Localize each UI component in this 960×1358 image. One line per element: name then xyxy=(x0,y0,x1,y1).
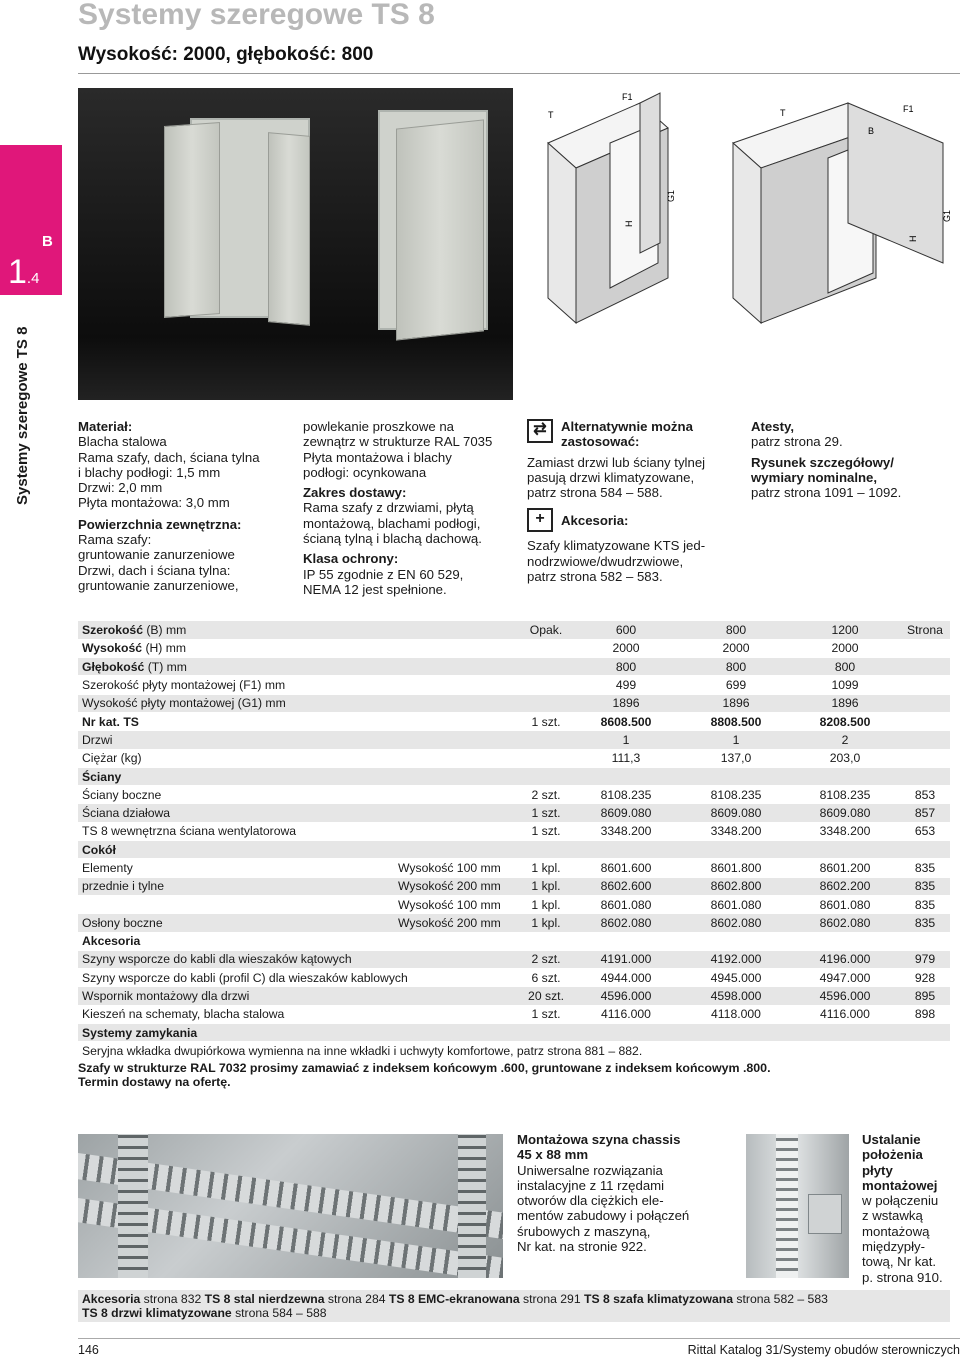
table-label-bold: Szerokość xyxy=(82,622,143,637)
table-value: 8601.600 xyxy=(570,859,682,877)
ref-climate-cabinet[interactable]: TS 8 szafa klimatyzowana xyxy=(584,1292,734,1306)
table-label xyxy=(78,731,522,749)
plate-text: Ustalanie położenia płyty montażowej w połączeniu z wstawką montażową międzypły- tową, Nr kat. p. strona 910. xyxy=(862,1132,943,1285)
page-title: Systemy szeregowe TS 8 xyxy=(78,0,435,31)
spec-table xyxy=(78,621,950,1061)
table-page: Strona xyxy=(900,621,950,639)
table-page: 835 xyxy=(900,859,950,877)
drawing-double-door xyxy=(728,88,958,328)
table-pack: 2 szt. xyxy=(522,786,570,804)
table-pack xyxy=(522,731,570,749)
ref-accessories[interactable]: Akcesoria xyxy=(82,1292,141,1306)
chassis-rail-photo xyxy=(78,1134,503,1278)
table-value: 111,3 xyxy=(570,749,682,767)
table-value: 4196.000 xyxy=(790,950,900,968)
table-value: 8609.080 xyxy=(790,804,900,822)
table-label-text: (H) mm xyxy=(142,641,187,656)
table-value: 8601.080 xyxy=(790,895,900,913)
table-label: Osłony boczne xyxy=(78,914,394,932)
label-F1: F1 xyxy=(622,92,633,102)
table-row xyxy=(78,731,950,749)
table-label-bold: Wysokość xyxy=(82,641,143,656)
table-pack: 2 szt. xyxy=(522,950,570,968)
table-value: 4947.000 xyxy=(790,969,900,987)
table-pack: 20 szt. xyxy=(522,987,570,1005)
table-pack: 1 szt. xyxy=(522,712,570,730)
table-page: 835 xyxy=(900,895,950,913)
table-value: 8601.800 xyxy=(682,859,790,877)
table-pack: 1 szt. xyxy=(522,1005,570,1023)
footer-rule xyxy=(78,1338,960,1339)
table-label xyxy=(78,895,394,913)
table-pack xyxy=(522,639,570,657)
table-page: 898 xyxy=(900,1005,950,1023)
table-value: 4116.000 xyxy=(570,1005,682,1023)
table-row xyxy=(78,767,950,785)
table-page: 895 xyxy=(900,987,950,1005)
table-row xyxy=(78,786,950,804)
cabinet-door-left xyxy=(164,122,220,318)
table-sublabel: Wysokość 100 mm xyxy=(394,859,522,877)
table-row xyxy=(78,621,950,639)
table-pack: 1 kpl. xyxy=(522,914,570,932)
table-row xyxy=(78,694,950,712)
table-label xyxy=(78,1005,522,1023)
table-label xyxy=(78,694,522,712)
table-pack: 1 szt. xyxy=(522,804,570,822)
table-label-text: Szyny wsporcze do kabli (profil C) dla wieszaków kablowych xyxy=(82,970,408,985)
table-pack xyxy=(522,676,570,694)
cabinet-door-right xyxy=(396,119,484,340)
label-T-2: T xyxy=(780,108,786,118)
table-label-text: (B) mm xyxy=(142,622,187,637)
table-section-heading: Systemy zamykania xyxy=(78,1024,950,1042)
table-pack: 1 kpl. xyxy=(522,877,570,895)
table-row xyxy=(78,895,950,913)
table-value: 800 xyxy=(682,658,790,676)
table-pack xyxy=(522,694,570,712)
table-value: 8601.080 xyxy=(682,895,790,913)
table-label-text: Szyny wsporcze do kabli dla wieszaków kątowych xyxy=(82,952,352,967)
table-value: 4596.000 xyxy=(790,987,900,1005)
table-value: 8602.800 xyxy=(682,877,790,895)
product-photo xyxy=(78,88,513,400)
table-value: 800 xyxy=(790,658,900,676)
table-value: 8602.080 xyxy=(682,914,790,932)
table-row xyxy=(78,804,950,822)
table-label xyxy=(78,786,522,804)
table-row xyxy=(78,1024,950,1042)
table-row xyxy=(78,1042,950,1060)
table-label-text: Wspornik montażowy dla drzwi xyxy=(82,989,250,1004)
table-value: 2000 xyxy=(682,639,790,657)
table-section-heading: Cokół xyxy=(78,841,950,859)
label-G1-2: G1 xyxy=(942,209,952,222)
table-value: 1 xyxy=(570,731,682,749)
table-page: 653 xyxy=(900,822,950,840)
cabinet-door-left-2 xyxy=(268,132,310,326)
label-H-2: H xyxy=(908,235,918,242)
table-row xyxy=(78,914,950,932)
table-label-text: Ściany boczne xyxy=(82,787,162,802)
table-page xyxy=(900,731,950,749)
table-value: 2000 xyxy=(790,639,900,657)
table-pack: 1 szt. xyxy=(522,822,570,840)
header-rule xyxy=(78,73,960,74)
table-value: 4598.000 xyxy=(682,987,790,1005)
table-page xyxy=(900,749,950,767)
table-label xyxy=(78,969,522,987)
table-label-text: Szerokość płyty montażowej (F1) mm xyxy=(82,678,286,693)
table-value: 699 xyxy=(682,676,790,694)
table-pack xyxy=(522,658,570,676)
table-row xyxy=(78,822,950,840)
order-note: Szafy w strukturze RAL 7032 prosimy zamawiać z indeksem końcowym .600, gruntowane z indeksem końcowym .800. Termin dostawy na ofertę. xyxy=(78,1061,771,1089)
table-section-heading: Akcesoria xyxy=(78,932,950,950)
label-G1: G1 xyxy=(666,189,676,202)
table-value: 8601.200 xyxy=(790,859,900,877)
table-value: 203,0 xyxy=(790,749,900,767)
ref-stainless[interactable]: TS 8 stal nierdzewna xyxy=(204,1292,325,1306)
table-label-text: (T) mm xyxy=(144,659,187,674)
table-value: 1099 xyxy=(790,676,900,694)
table-row xyxy=(78,639,950,657)
page-subtitle: Wysokość: 2000, głębokość: 800 xyxy=(78,44,374,65)
table-value: 4191.000 xyxy=(570,950,682,968)
table-page: 928 xyxy=(900,969,950,987)
section-tab[interactable] xyxy=(0,145,62,295)
table-label xyxy=(78,749,522,767)
table-value: 4945.000 xyxy=(682,969,790,987)
chassis-text: Montażowa szyna chassis 45 x 88 mm Uniwersalne rozwiązania instalacyjne z 11 rzędami otworów dla ciężkich ele- mentów zabudowy i połączeń śrubowych z maszyną, Nr kat. na stronie 922. xyxy=(517,1132,690,1255)
table-row xyxy=(78,712,950,730)
table-value: 4944.000 xyxy=(570,969,682,987)
table-label-text: Drzwi xyxy=(82,732,113,747)
section-number: 1.4 xyxy=(8,253,40,291)
table-label: przednie i tylne xyxy=(78,877,394,895)
table-sublabel: Wysokość 200 mm xyxy=(394,914,522,932)
certificates-block: Atesty, patrz strona 29. Rysunek szczegółowy/ wymiary nominalne, patrz strona 1091 – 1092. xyxy=(751,419,902,501)
page-number: 146 xyxy=(78,1343,99,1357)
table-page xyxy=(900,639,950,657)
table-page: 835 xyxy=(900,914,950,932)
table-page xyxy=(900,712,950,730)
table-row xyxy=(78,987,950,1005)
table-value: 8608.500 xyxy=(570,712,682,730)
table-value: 8108.235 xyxy=(682,786,790,804)
table-row xyxy=(78,749,950,767)
table-pack: Opak. xyxy=(522,621,570,639)
table-value: 600 xyxy=(570,621,682,639)
ref-climate-doors[interactable]: TS 8 drzwi klimatyzowane xyxy=(82,1306,232,1320)
alternatives-block: ⇄ Alternatywnie można zastosować: Zamiast drzwi lub ściany tylnej pasują drzwi klimatyzowane, patrz strona 584 – 588. + Akcesoria: Szafy klimatyzowane KTS jed- nodrzwiowe/dwudrzwiowe, patrz strona 582 – 583. xyxy=(527,419,706,585)
table-value: 2 xyxy=(790,731,900,749)
material-block: Materiał: Blacha stalowa Rama szafy, dach, ściana tylna i blachy podłogi: 1,5 mm Drzwi: 2,0 mm Płyta montażowa: 3,0 mm Powierzchnia zewnętrzna: Rama szafy: gruntowanie zanurzeniowe Drzwi, dach i ściana tylna: gruntowanie zanurzeniowe, xyxy=(78,419,260,593)
table-value: 4116.000 xyxy=(790,1005,900,1023)
table-sublabel: Wysokość 100 mm xyxy=(394,895,522,913)
table-row xyxy=(78,877,950,895)
table-label xyxy=(78,804,522,822)
ref-emc[interactable]: TS 8 EMC-ekranowana xyxy=(388,1292,520,1306)
catalog-title: Rittal Katalog 31/Systemy obudów sterowniczych xyxy=(687,1343,960,1357)
table-value: 1896 xyxy=(682,694,790,712)
label-F1-2: F1 xyxy=(903,104,914,114)
table-value: 499 xyxy=(570,676,682,694)
table-value: 4192.000 xyxy=(682,950,790,968)
table-row xyxy=(78,658,950,676)
table-value: 8609.080 xyxy=(682,804,790,822)
table-value: 8808.500 xyxy=(682,712,790,730)
table-label-text: Kieszeń na schematy, blacha stalowa xyxy=(82,1007,285,1022)
table-pack: 1 kpl. xyxy=(522,895,570,913)
table-label-text: Ściana działowa xyxy=(82,806,171,821)
table-value: 8602.080 xyxy=(570,914,682,932)
table-label xyxy=(78,950,522,968)
table-label xyxy=(78,639,522,657)
table-section-heading: Ściany xyxy=(78,767,950,785)
mounting-plate-photo xyxy=(746,1134,849,1278)
table-value: 8602.200 xyxy=(790,877,900,895)
table-value: 8601.080 xyxy=(570,895,682,913)
cross-references: Akcesoria strona 832 TS 8 stal nierdzewna strona 284 TS 8 EMC-ekranowana strona 291 TS 8 szafa klimatyzowana strona 582 – 583 TS 8 drzwi klimatyzowane strona 584 – 588 xyxy=(78,1290,950,1322)
table-value: 4596.000 xyxy=(570,987,682,1005)
table-value: 8602.600 xyxy=(570,877,682,895)
table-row xyxy=(78,932,950,950)
table-row xyxy=(78,950,950,968)
table-label xyxy=(78,658,522,676)
table-label xyxy=(78,676,522,694)
table-value: 8609.080 xyxy=(570,804,682,822)
table-value: 137,0 xyxy=(682,749,790,767)
table-value: 3348.200 xyxy=(790,822,900,840)
table-value: 1896 xyxy=(790,694,900,712)
table-pack: 6 szt. xyxy=(522,969,570,987)
table-page xyxy=(900,658,950,676)
table-label: Elementy xyxy=(78,859,394,877)
label-H: H xyxy=(624,220,634,227)
table-label xyxy=(78,987,522,1005)
finish-block: powlekanie proszkowe na zewnątrz w strukturze RAL 7035 Płyta montażowa i blachy podłogi: ocynkowana Zakres dostawy: Rama szafy z drzwiami, płytą montażową, blachami podłogi, ścianą tylną i blachą dachową. Klasa ochrony: IP 55 zgodnie z EN 60 529, NEMA 12 jest spełnione. xyxy=(303,419,493,597)
table-row xyxy=(78,859,950,877)
table-value: 1896 xyxy=(570,694,682,712)
table-label-bold: Głębokość xyxy=(82,659,145,674)
plus-icon: + xyxy=(527,508,553,532)
table-page: 835 xyxy=(900,877,950,895)
table-row xyxy=(78,841,950,859)
table-label xyxy=(78,822,522,840)
table-pack xyxy=(522,749,570,767)
table-value: 4118.000 xyxy=(682,1005,790,1023)
table-page xyxy=(900,676,950,694)
table-value: 8602.080 xyxy=(790,914,900,932)
table-value: 1 xyxy=(682,731,790,749)
table-label xyxy=(78,621,522,639)
table-label-text: Wysokość płyty montażowej (G1) mm xyxy=(82,696,286,711)
table-sublabel: Wysokość 200 mm xyxy=(394,877,522,895)
table-row xyxy=(78,969,950,987)
table-value: 1200 xyxy=(790,621,900,639)
table-label-bold: Nr kat. TS xyxy=(82,714,139,729)
label-T: T xyxy=(548,110,554,120)
vertical-section-label: Systemy szeregowe TS 8 xyxy=(14,326,31,505)
table-value: 2000 xyxy=(570,639,682,657)
table-full-row: Seryjna wkładka dwupiórkowa wymienna na inne wkładki i uchwyty komfortowe, patrz strona 881 – 882. xyxy=(78,1042,950,1060)
table-row xyxy=(78,1005,950,1023)
drawing-single-door xyxy=(520,88,735,328)
table-page: 979 xyxy=(900,950,950,968)
table-value: 3348.200 xyxy=(570,822,682,840)
table-label-text: Ciężar (kg) xyxy=(82,751,142,766)
table-value: 800 xyxy=(570,658,682,676)
table-label xyxy=(78,712,522,730)
table-value: 8108.235 xyxy=(570,786,682,804)
swap-icon: ⇄ xyxy=(527,419,553,443)
table-pack: 1 kpl. xyxy=(522,859,570,877)
section-letter: B xyxy=(42,233,53,250)
table-page: 857 xyxy=(900,804,950,822)
table-row xyxy=(78,676,950,694)
table-value: 800 xyxy=(682,621,790,639)
table-value: 3348.200 xyxy=(682,822,790,840)
table-page: 853 xyxy=(900,786,950,804)
table-label-text: TS 8 wewnętrzna ściana wentylatorowa xyxy=(82,824,297,839)
table-value: 8108.235 xyxy=(790,786,900,804)
label-B-2: B xyxy=(868,126,875,136)
table-page xyxy=(900,694,950,712)
table-value: 8208.500 xyxy=(790,712,900,730)
